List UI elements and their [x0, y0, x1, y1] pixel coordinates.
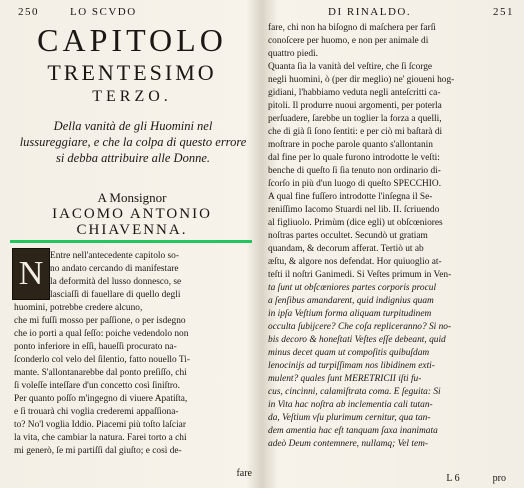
text-line: Per quanto poſſo m'ingegno di viuere Apatiſta,	[14, 394, 188, 404]
text-line: ta ſunt ut obſcœniores partes corporis procul	[268, 283, 437, 293]
catchword-left: fare	[236, 468, 252, 479]
chapter-heading-line1: CAPITOLO	[37, 22, 227, 58]
text-line: negli huomini, ò (per dir meglio) ne' gioueni hog-	[268, 75, 455, 85]
text-line: huomini, potrebbe credere alcuno,	[14, 303, 143, 313]
text-line: mi generò, ſe mi partiſſi dal giuſto; e così de-	[14, 446, 182, 456]
text-line: che io porti a qual ſeſſo: poiche vedendolo non	[14, 329, 189, 339]
text-line: che di già ſi ſono ſentiti: e per ciò mi baſtarà di	[268, 127, 443, 137]
left-body-text	[14, 250, 252, 458]
text-line: no andato cercando di manifestare	[50, 264, 179, 274]
text-line: A qual fine fuſſero introdotte l'inſegna il Se-	[268, 192, 433, 202]
text-line: reniſſimo Iacomo Stuardi nel lib. II. ſcriuendo	[268, 205, 440, 215]
green-highlight-rule	[10, 240, 252, 243]
chapter-heading-line3: TERZO.	[92, 88, 172, 105]
text-line: lasciaſſi di fauellare di quello degli	[50, 290, 181, 300]
text-line: a ſenſibus amandarent, quid indignius quam	[268, 296, 434, 306]
text-line: conoſcere per huomo, e non per animale di	[268, 36, 429, 46]
text-line: fare, chi non ha biſogno di maſchera per farſi	[268, 23, 436, 33]
text-line: ſcorſo in più d'un luogo di queſto SPECCHIO.	[268, 179, 442, 189]
text-line: cus, cincinni, calamiſtrata coma. E ſeguita: Si	[268, 387, 441, 397]
text-line: ponto inferiore in eſſi, haueſſi procurato na-	[14, 342, 177, 352]
text-line: gidiani, l'habbiamo veduta negli anteſcritti ca-	[268, 88, 441, 98]
text-line: in Vita hac noſtra ab inclementia cali tutan-	[268, 400, 433, 410]
text-line: quattro piedi.	[268, 49, 318, 59]
text-line: dem amentia hac eſt tanquam ſaxa inanimata	[268, 426, 438, 436]
text-line: Entre nell'antecedente capitolo so-	[50, 251, 179, 261]
text-line: ſconderlo col velo del ſilentio, fatto nouello Ti-	[14, 355, 191, 365]
dedication-line1: A Monsignor	[97, 190, 167, 205]
initial-letter: N	[18, 255, 44, 292]
text-line: adeò Deum contemnere, nullamq; Vel tem-	[268, 439, 429, 449]
text-line: bis decoro & honeſtati Veſtes eſſe debeant, quid	[268, 335, 446, 345]
text-line: dal fine per lo quale furono introdotte le veſti:	[268, 153, 440, 163]
text-line: al figliuolo. Primùm (dice egli) ut obſcœniores	[268, 218, 443, 228]
text-line: æſtu, & algore nos defendat. Hor quiuoglio at-	[268, 257, 442, 267]
text-line: perſuadere, ſarebbe un toglier la forza a quelli,	[268, 114, 442, 124]
catchword-right: pro	[492, 473, 506, 484]
dedication-line3: CHIAVENNA.	[76, 222, 188, 238]
text-line: la vita, che cambiar la natura. Farei torto a chi	[14, 433, 187, 443]
text-line: minus decet quam ut compoſitis quibuſdam	[268, 348, 430, 358]
page-number-left: 250	[18, 6, 39, 18]
text-line: la deformità del lusso donnesco, se	[50, 277, 182, 287]
right-body-text	[268, 22, 516, 451]
text-line: e ſi trouarà chi voglia crederemi appaſſiona-	[14, 407, 179, 417]
running-title-left: LO SCVDO	[70, 6, 137, 18]
text-line: ſi voleſſe inteſſare d'un concetto così ſiniſtro.	[14, 381, 180, 391]
dedication-line2: IACOMO ANTONIO	[52, 206, 212, 222]
text-line: pitoli. Il produrre nuoui argomenti, per poterla	[268, 101, 442, 111]
text-line: benche di queſto ſi ſia tenuto non ordinario di-	[268, 166, 441, 176]
text-line: Quanta ſia la vanità del veſtire, che ſi ſcorge	[268, 62, 433, 72]
text-line: in ipſa Veſtium forma aliquam turpitudinem	[268, 309, 432, 319]
text-line: mante. S'allontanarebbe dal ponto preſiſſo, chi	[14, 368, 187, 378]
text-line: mulent? quales ſunt MERETRICII iſti fu-	[268, 374, 422, 384]
text-line: to? No'l voglia Iddio. Piacemi più toſto laſciar	[14, 420, 186, 430]
text-line: occulta ſubijcere? Che coſa repliceranno? Si no-	[268, 322, 452, 332]
text-line: teſti il noſtri Ganimedi. Si Veſtes primum in Ven-	[268, 270, 452, 280]
chapter-subject: Della vanità de gli Huomini nel lussureggiare, e che la colpa di questo errore si debba attribuire alle Donne.	[19, 119, 247, 165]
signature-and-catchword	[446, 473, 506, 484]
text-line: lenocinijs ad turpiſſimam nos libidinem exti-	[268, 361, 435, 371]
page-number-right: 251	[493, 6, 514, 18]
signature-mark: L 6	[446, 473, 460, 484]
chapter-heading-line2: TRENTESIMO	[47, 60, 217, 85]
text-line: che mi fuſſi mosso per paſſione, o per isdegno	[14, 316, 186, 326]
text-line: moſtrare in poche parole quanto s'allontanin	[268, 140, 433, 150]
text-line: noſtras partes occultet. Secundò ut gratiam	[268, 231, 428, 241]
text-line: da, Veſtium vſu plurimum cernitur, qua tan-	[268, 413, 431, 423]
text-line: quandam, & decorum afferat. Tertiò ut ab	[268, 244, 424, 254]
right-page	[262, 0, 524, 488]
running-title-right: DI RINALDO.	[328, 6, 412, 18]
